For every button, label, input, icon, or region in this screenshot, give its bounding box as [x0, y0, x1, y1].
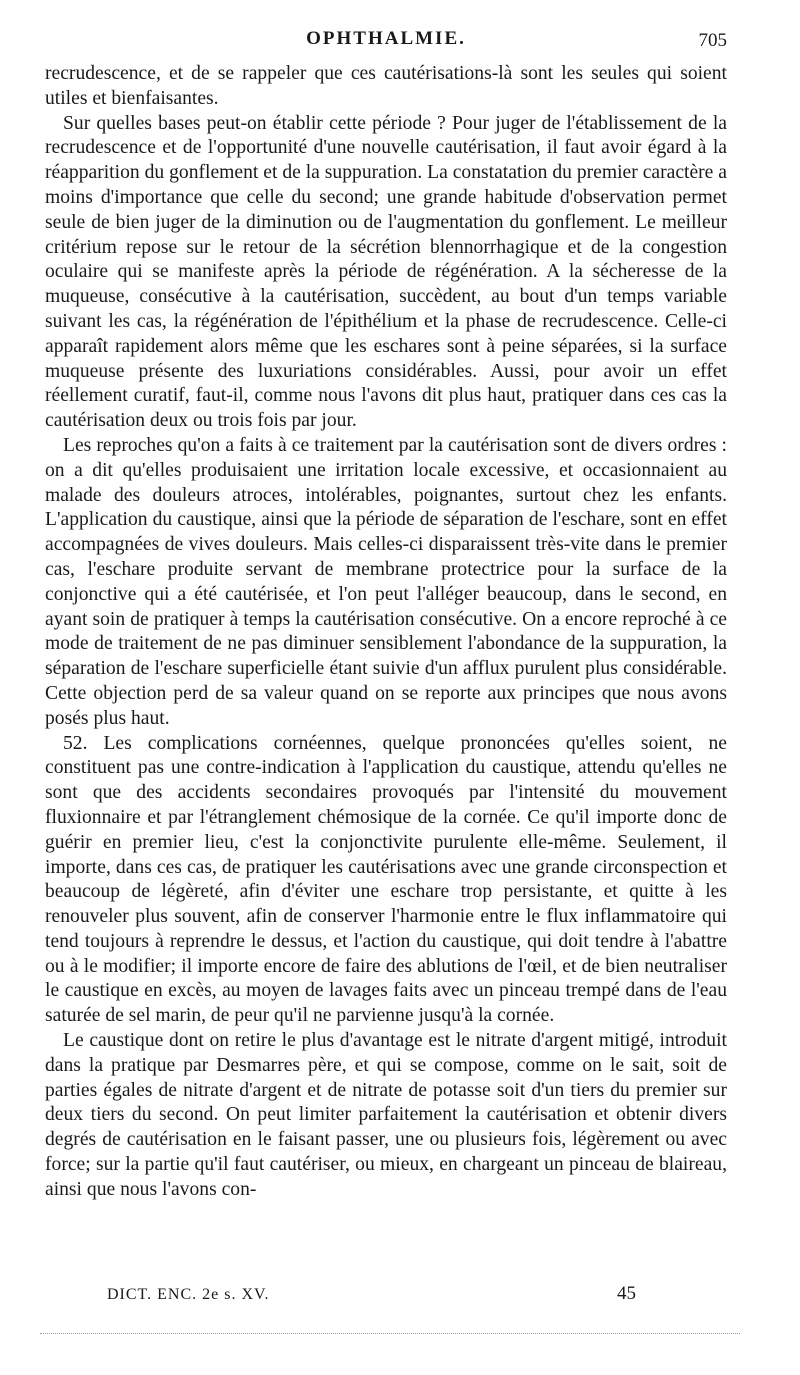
paragraph: Sur quelles bases peut-on établir cette période ? Pour juger de l'établissement de la recrudescence et de l'opportunité d'une nouvelle cautérisation, il faut avoir égard à la réapparition du gonflement et de la suppuration. La constatation du premier caractère a moins d'importance que celle du second; une grande habitude d'observation permet seule de bien juger de la diminution ou de l'augmentation du gonflement. Le meilleur critérium repose sur le retour de la sécrétion blennorrhagique et de la congestion oculaire qui se manifeste après la période de régénération. A la sécheresse de la muqueuse, consécutive à la cautérisation, succèdent, au bout d'un temps variable suivant les cas, la régénération de l'épithélium et la phase de recrudescence. Celle-ci apparaît rapidement alors même que les eschares sont à peine séparées, si la surface muqueuse présente des luxuriations considérables. Aussi, pour avoir un effet réellement curatif, faut-il, comme nous l'avons dit plus haut, pratiquer dans ces cas la cautérisation deux ou trois fois par jour. [45, 112, 727, 432]
running-header [45, 28, 727, 54]
paragraph-section-52: 52. Les complications cornéennes, quelque prononcées qu'elles soient, ne constituent pas une contre-indication à l'application du caustique, attendu qu'elles ne sont que des accidents secondaires provoqués par l'intensité du mouvement fluxionnaire et par l'étranglement chémosique de la cornée. Ce qu'il importe donc de guérir en premier lieu, c'est la conjonctivite purulente elle-même. Seulement, il importe, dans ces cas, de pratiquer les cautérisations avec une grande circonspection et beaucoup de légèreté, afin d'éviter une eschare trop persistante, et quitte à les renouveler plus souvent, afin de conserver l'harmonie entre le flux inflammatoire qui tend toujours à reprendre le dessus, et l'action du caustique, qui doit tendre à l'abattre ou à le modifier; il importe encore de faire des ablutions de l'œil, et de bien neutraliser le caustique en excès, au moyen de lavages faits avec un pinceau trempé dans de l'eau saturée de sel marin, de peur qu'il ne parvienne jusqu'à la cornée. [45, 732, 727, 1027]
sheet-number: 45 [617, 1283, 636, 1304]
paragraph-continuation: recrudescence, et de se rappeler que ces cautérisations-là sont les seules qui soient utiles et bienfaisantes. [45, 63, 727, 109]
signature-mark: DICT. ENC. 2e s. XV. [107, 1286, 270, 1303]
paragraph: Les reproches qu'on a faits à ce traitement par la cautérisation sont de divers ordres : on a dit qu'elles produisaient une irritation locale excessive, et occasionnaient au malade des douleurs atroces, intolérables, poignantes, surtout chez les enfants. L'application du caustique, ainsi que la période de séparation de l'eschare, sont en effet accompagnées de vives douleurs. Mais celles-ci disparaissent très-vite dans le premier cas, l'eschare produite servant de membrane protectrice pour la surface de la conjonctive qui a été cautérisée, et l'on peut l'alléger beaucoup, dans le second, en ayant soin de pratiquer à temps la cautérisation consécutive. On a encore reproché à ce mode de traitement de ne pas diminuer sensiblement l'abondance de la suppuration, la séparation de l'eschare superficielle étant suivie d'un afflux purulent plus considérable. Cette objection perd de sa valeur quand on se reporte aux principes que nous avons posés plus haut. [45, 434, 727, 729]
page-footer [45, 1283, 727, 1309]
bottom-dotted-rule [40, 1333, 740, 1334]
running-title: OPHTHALMIE. [306, 28, 466, 49]
body-text [45, 62, 727, 1203]
paragraph: Le caustique dont on retire le plus d'avantage est le nitrate d'argent mitigé, introduit dans la pratique par Desmarres père, et qui se compose, comme on le sait, soit de parties égales de nitrate d'argent et de nitrate de potasse soit d'un tiers du premier sur deux tiers du second. On peut limiter parfaitement la cautérisation et obtenir divers degrés de cautérisation en le faisant passer, une ou plusieurs fois, légèrement ou avec force; sur la partie qu'il faut cautériser, ou mieux, en chargeant un pinceau de blaireau, ainsi que nous l'avons con- [45, 1030, 727, 1200]
page-number: 705 [698, 30, 727, 51]
